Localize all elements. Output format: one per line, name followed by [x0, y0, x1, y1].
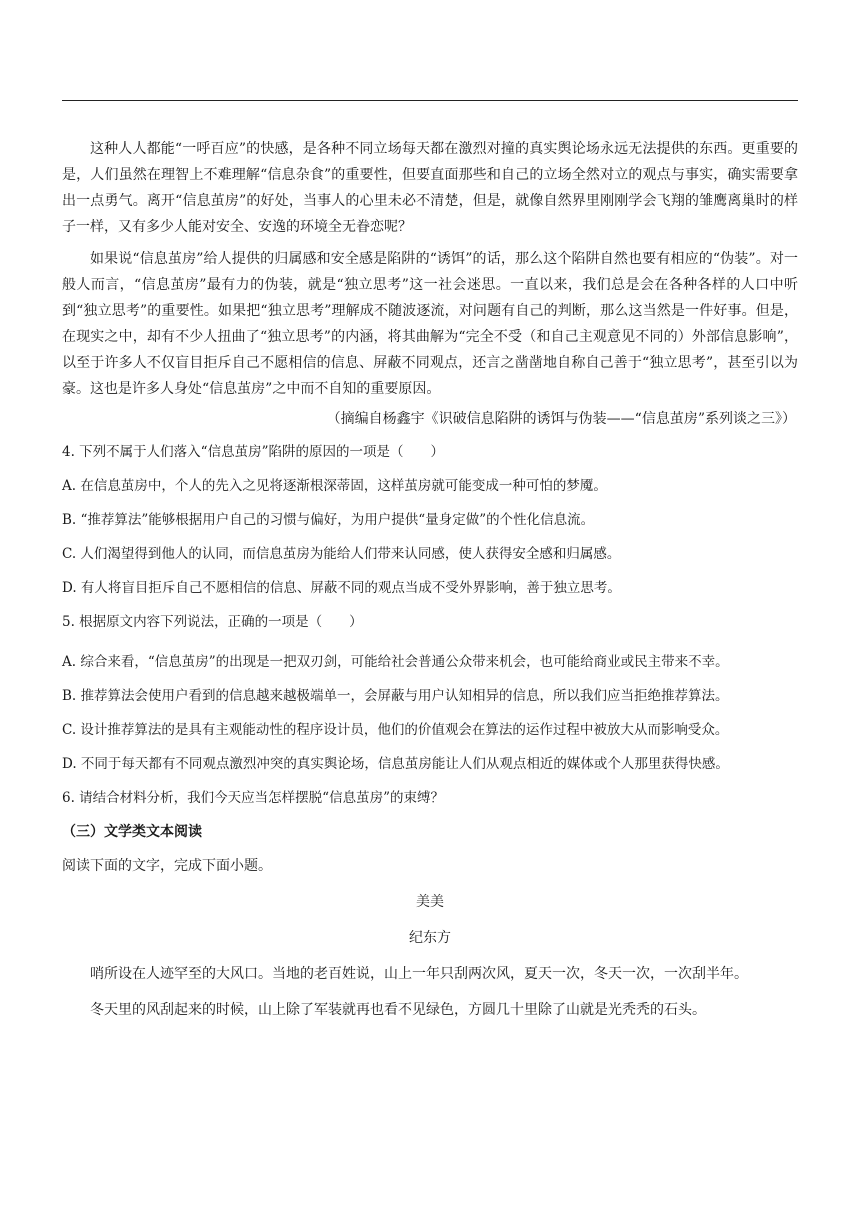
paragraph-2: 如果说“信息茧房”给人提供的归属感和安全感是陷阱的“诱饵”的话，那么这个陷阱自然也要有相应的“伪装”。对一般人而言，“信息茧房”最有力的伪装，就是“独立思考”这一社会迷思。一直以来，我们总是会在各种各样的人口中听到“独立思考”的重要性。如果把“独立思考”理解成不随波逐流，对问题有自己的判断，那么这当然是一件好事。但是，在现实之中，却有不少人扭曲了“独立思考”的内涵，将其曲解为“完全不受（和自己主观意见不同的）外部信息影响”，以至于许多人不仅盲目拒斥自己不愿相信的信息、屏蔽不同观点，还言之凿凿地自称自己善于“独立思考”，甚至引以为豪。这也是许多人身处“信息茧房”之中而不自知的重要原因。	[62, 251, 798, 397]
story-author: 纪东方	[409, 930, 451, 946]
paragraph-1: 这种人人都能“一呼百应”的快感，是各种不同立场每天都在激烈对撞的真实舆论场永远无法提供的东西。更重要的是，人们虽然在理智上不难理解“信息杂食”的重要性，但要直面那些和自己的立场全然对立的观点与事实，确实需要拿出一点勇气。离开“信息茧房”的好处，当事人的心里未必不清楚，但是，就像自然界里刚刚学会飞翔的雏鹰离巢时的样子一样，又有多少人能对安全、安逸的环境全无眷恋呢？	[62, 141, 798, 235]
question-5-option-b: B. 推荐算法会使用户看到的信息越来越极端单一，会屏蔽与用户认知相异的信息，所以我们应当拒绝推荐算法。	[62, 688, 729, 704]
question-4-option-a: A. 在信息茧房中，个人的先入之见将逐渐根深蒂固，这样茧房就可能变成一种可怕的梦魇。	[62, 478, 607, 494]
reading-instruction: 阅读下面的文字，完成下面小题。	[62, 858, 272, 874]
question-5-option-d: D. 不同于每天都有不同观点激烈冲突的真实舆论场，信息茧房能让人们从观点相近的媒体或个人那里获得快感。	[62, 756, 729, 772]
question-4-option-d: D. 有人将盲目拒斥自己不愿相信的信息、屏蔽不同的观点当成不受外界影响，善于独立思考。	[62, 580, 621, 596]
source-citation: （摘编自杨鑫宇《识破信息陷阱的诱饵与伪装——“信息茧房”系列谈之三》）	[326, 411, 796, 427]
question-5-option-a: A. 综合来看，“信息茧房”的出现是一把双刃剑，可能给社会普通公众带来机会，也可能给商业或民主带来不幸。	[62, 654, 729, 670]
story-paragraph-1: 哨所设在人迹罕至的大风口。当地的老百姓说，山上一年只刮两次风，夏天一次，冬天一次，一次刮半年。	[90, 966, 748, 982]
story-paragraph-2: 冬天里的风刮起来的时候，山上除了军装就再也看不见绿色，方圆几十里除了山就是光秃秃的石头。	[90, 1002, 706, 1018]
question-6: 6. 请结合材料分析，我们今天应当怎样摆脱“信息茧房”的束缚？	[62, 790, 444, 806]
question-4	[62, 440, 798, 600]
question-5	[62, 610, 798, 776]
question-5-option-c: C. 设计推荐算法的是具有主观能动性的程序设计员，他们的价值观会在算法的运作过程中被放大从而影响受众。	[62, 722, 729, 738]
document-body	[62, 136, 798, 1034]
section-title: （三）文学类文本阅读	[62, 824, 202, 840]
question-4-option-c: C. 人们渴望得到他人的认同，而信息茧房为能给人们带来认同感，使人获得安全感和归属感。	[62, 546, 621, 562]
story-title: 美美	[416, 894, 444, 910]
question-4-stem: 4. 下列不属于人们落入“信息茧房”陷阱的原因的一项是（ ）	[62, 444, 444, 460]
header-rule	[62, 100, 798, 101]
question-4-option-b: B. “推荐算法”能够根据用户自己的习惯与偏好，为用户提供“量身定做”的个性化信息流。	[62, 512, 595, 528]
question-5-stem: 5. 根据原文内容下列说法，正确的一项是（ ）	[62, 614, 363, 630]
